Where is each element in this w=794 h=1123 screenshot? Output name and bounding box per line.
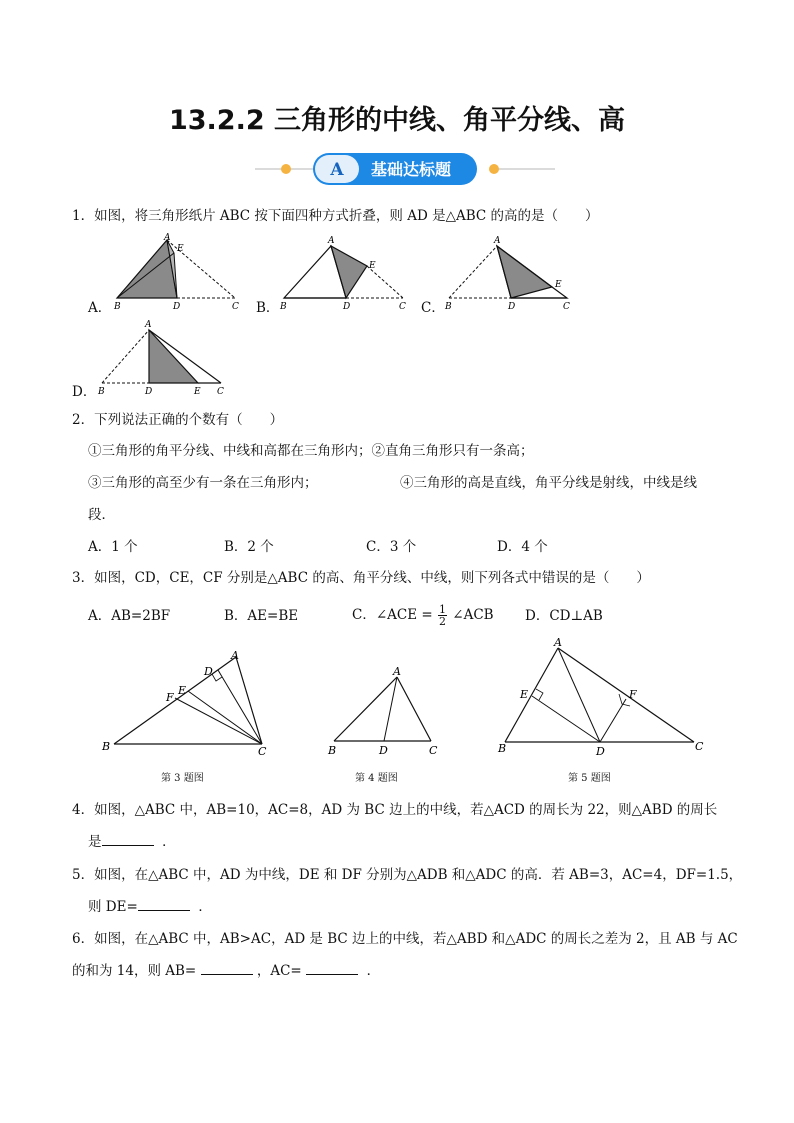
- q6-line1: 6．如图，在△ABC 中，AB>AC，AD 是 BC 边上的中线，若△ABD 和△ADC 的周长之差为 2，且 AB 与 AC: [72, 931, 738, 947]
- q1-option-d: D．: [72, 384, 97, 400]
- q2-option-c: C．3 个: [366, 539, 417, 555]
- q1-figure-c: [441, 232, 575, 316]
- caption-q4: 第 4 题图: [355, 773, 398, 784]
- q1-figure-a: [110, 232, 244, 316]
- q5-answer-blank[interactable]: [138, 897, 190, 911]
- svg-text:E: E: [178, 684, 187, 697]
- svg-text:C: C: [232, 302, 239, 312]
- svg-text:B: B: [328, 744, 337, 757]
- svg-text:B: B: [102, 740, 111, 753]
- svg-text:C: C: [695, 740, 704, 753]
- svg-text:A: A: [145, 320, 152, 330]
- svg-text:E: E: [194, 387, 201, 397]
- q1-figure-b: [276, 232, 410, 316]
- q2-statement-4: ④三角形的高是直线，角平分线是射线，中线是线: [400, 475, 697, 491]
- q5-line1: 5．如图，在△ABC 中，AD 为中线，DE 和 DF 分别为△ADB 和△ADC 的高．若 AB=3，AC=4，DF=1.5，: [72, 867, 743, 883]
- svg-text:C: C: [563, 302, 570, 312]
- svg-text:A: A: [393, 665, 401, 678]
- q3-fraction: $\frac{1}{2}$: [438, 603, 446, 628]
- q3-option-d: D．CD⊥AB: [525, 608, 603, 624]
- caption-q5: 第 5 题图: [568, 773, 611, 784]
- figure-q5: [490, 636, 715, 766]
- q2-statement-4-cont: 段．: [88, 507, 115, 523]
- svg-text:B: B: [280, 302, 287, 312]
- q4-line2: 是 ．: [88, 834, 176, 850]
- svg-text:E: E: [555, 280, 562, 290]
- svg-text:E: E: [177, 244, 184, 254]
- svg-text:C: C: [399, 302, 406, 312]
- q6-ac-blank[interactable]: [306, 961, 358, 975]
- svg-text:D: D: [145, 387, 153, 397]
- figure-q3: [100, 648, 280, 758]
- q3-option-a: A．AB=2BF: [88, 608, 171, 624]
- banner-right-dot: [489, 164, 499, 174]
- svg-text:B: B: [114, 302, 121, 312]
- q1-figure-d: [94, 316, 228, 400]
- q1-option-b: B．: [256, 300, 280, 316]
- svg-text:C: C: [429, 744, 438, 757]
- q2-option-a: A．1 个: [88, 539, 138, 555]
- q1-stem: 1．如图，将三角形纸片 ABC 按下面四种方式折叠，则 AD 是△ABC 的高的是（ ）: [72, 208, 599, 224]
- banner-left-dot: [281, 164, 291, 174]
- banner-label: 基础达标题: [370, 160, 452, 179]
- svg-text:C: C: [258, 745, 267, 758]
- q3-stem: 3．如图，CD，CE，CF 分别是△ABC 的高、角平分线、中线，则下列各式中错误的是（ ）: [72, 570, 650, 586]
- svg-text:E: E: [369, 261, 376, 271]
- q2-statement-1: ①三角形的角平分线、中线和高都在三角形内；②直角三角形只有一条高；: [88, 443, 534, 459]
- banner-letter: A: [330, 160, 344, 180]
- svg-text:A: A: [554, 636, 562, 649]
- q3-option-b: B．AE=BE: [224, 608, 299, 624]
- q1-option-a: A．: [88, 300, 112, 316]
- q6-line2: 的和为 14，则 AB= ，AC= ．: [72, 963, 381, 979]
- q1-option-c: C．: [421, 300, 445, 316]
- svg-text:E: E: [520, 688, 529, 701]
- svg-text:D: D: [204, 665, 213, 678]
- svg-text:D: D: [508, 302, 516, 312]
- svg-text:B: B: [498, 742, 507, 755]
- svg-text:A: A: [328, 236, 335, 246]
- svg-text:A: A: [164, 233, 171, 243]
- svg-text:A: A: [231, 649, 239, 662]
- svg-text:F: F: [166, 691, 174, 704]
- q6-ab-blank[interactable]: [201, 961, 253, 975]
- q4-answer-blank[interactable]: [102, 832, 154, 846]
- svg-text:C: C: [217, 387, 224, 397]
- page-title: 13.2.2 三角形的中线、角平分线、高: [168, 105, 626, 136]
- figure-q4: [325, 660, 445, 760]
- svg-text:B: B: [445, 302, 452, 312]
- svg-text:D: D: [173, 302, 181, 312]
- q5-line2: 则 DE= ．: [88, 899, 212, 915]
- q2-option-d: D．4 个: [497, 539, 548, 555]
- q3-option-c: C．∠ACE = $\frac{1}{2}$ ∠ACB: [352, 603, 494, 628]
- svg-text:A: A: [494, 236, 501, 246]
- caption-q3: 第 3 题图: [161, 773, 204, 784]
- q4-line1: 4．如图，△ABC 中，AB=10，AC=8，AD 为 BC 边上的中线，若△ACD 的周长为 22，则△ABD 的周长: [72, 802, 718, 818]
- svg-text:D: D: [596, 745, 605, 758]
- q2-stem: 2．下列说法正确的个数有（ ）: [72, 412, 284, 428]
- svg-text:B: B: [98, 387, 105, 397]
- q2-option-b: B．2 个: [224, 539, 274, 555]
- svg-text:D: D: [343, 302, 351, 312]
- svg-text:F: F: [629, 688, 637, 701]
- section-banner: [255, 151, 555, 187]
- q2-statement-3: ③三角形的高至少有一条在三角形内；: [88, 475, 318, 491]
- svg-text:D: D: [379, 744, 388, 757]
